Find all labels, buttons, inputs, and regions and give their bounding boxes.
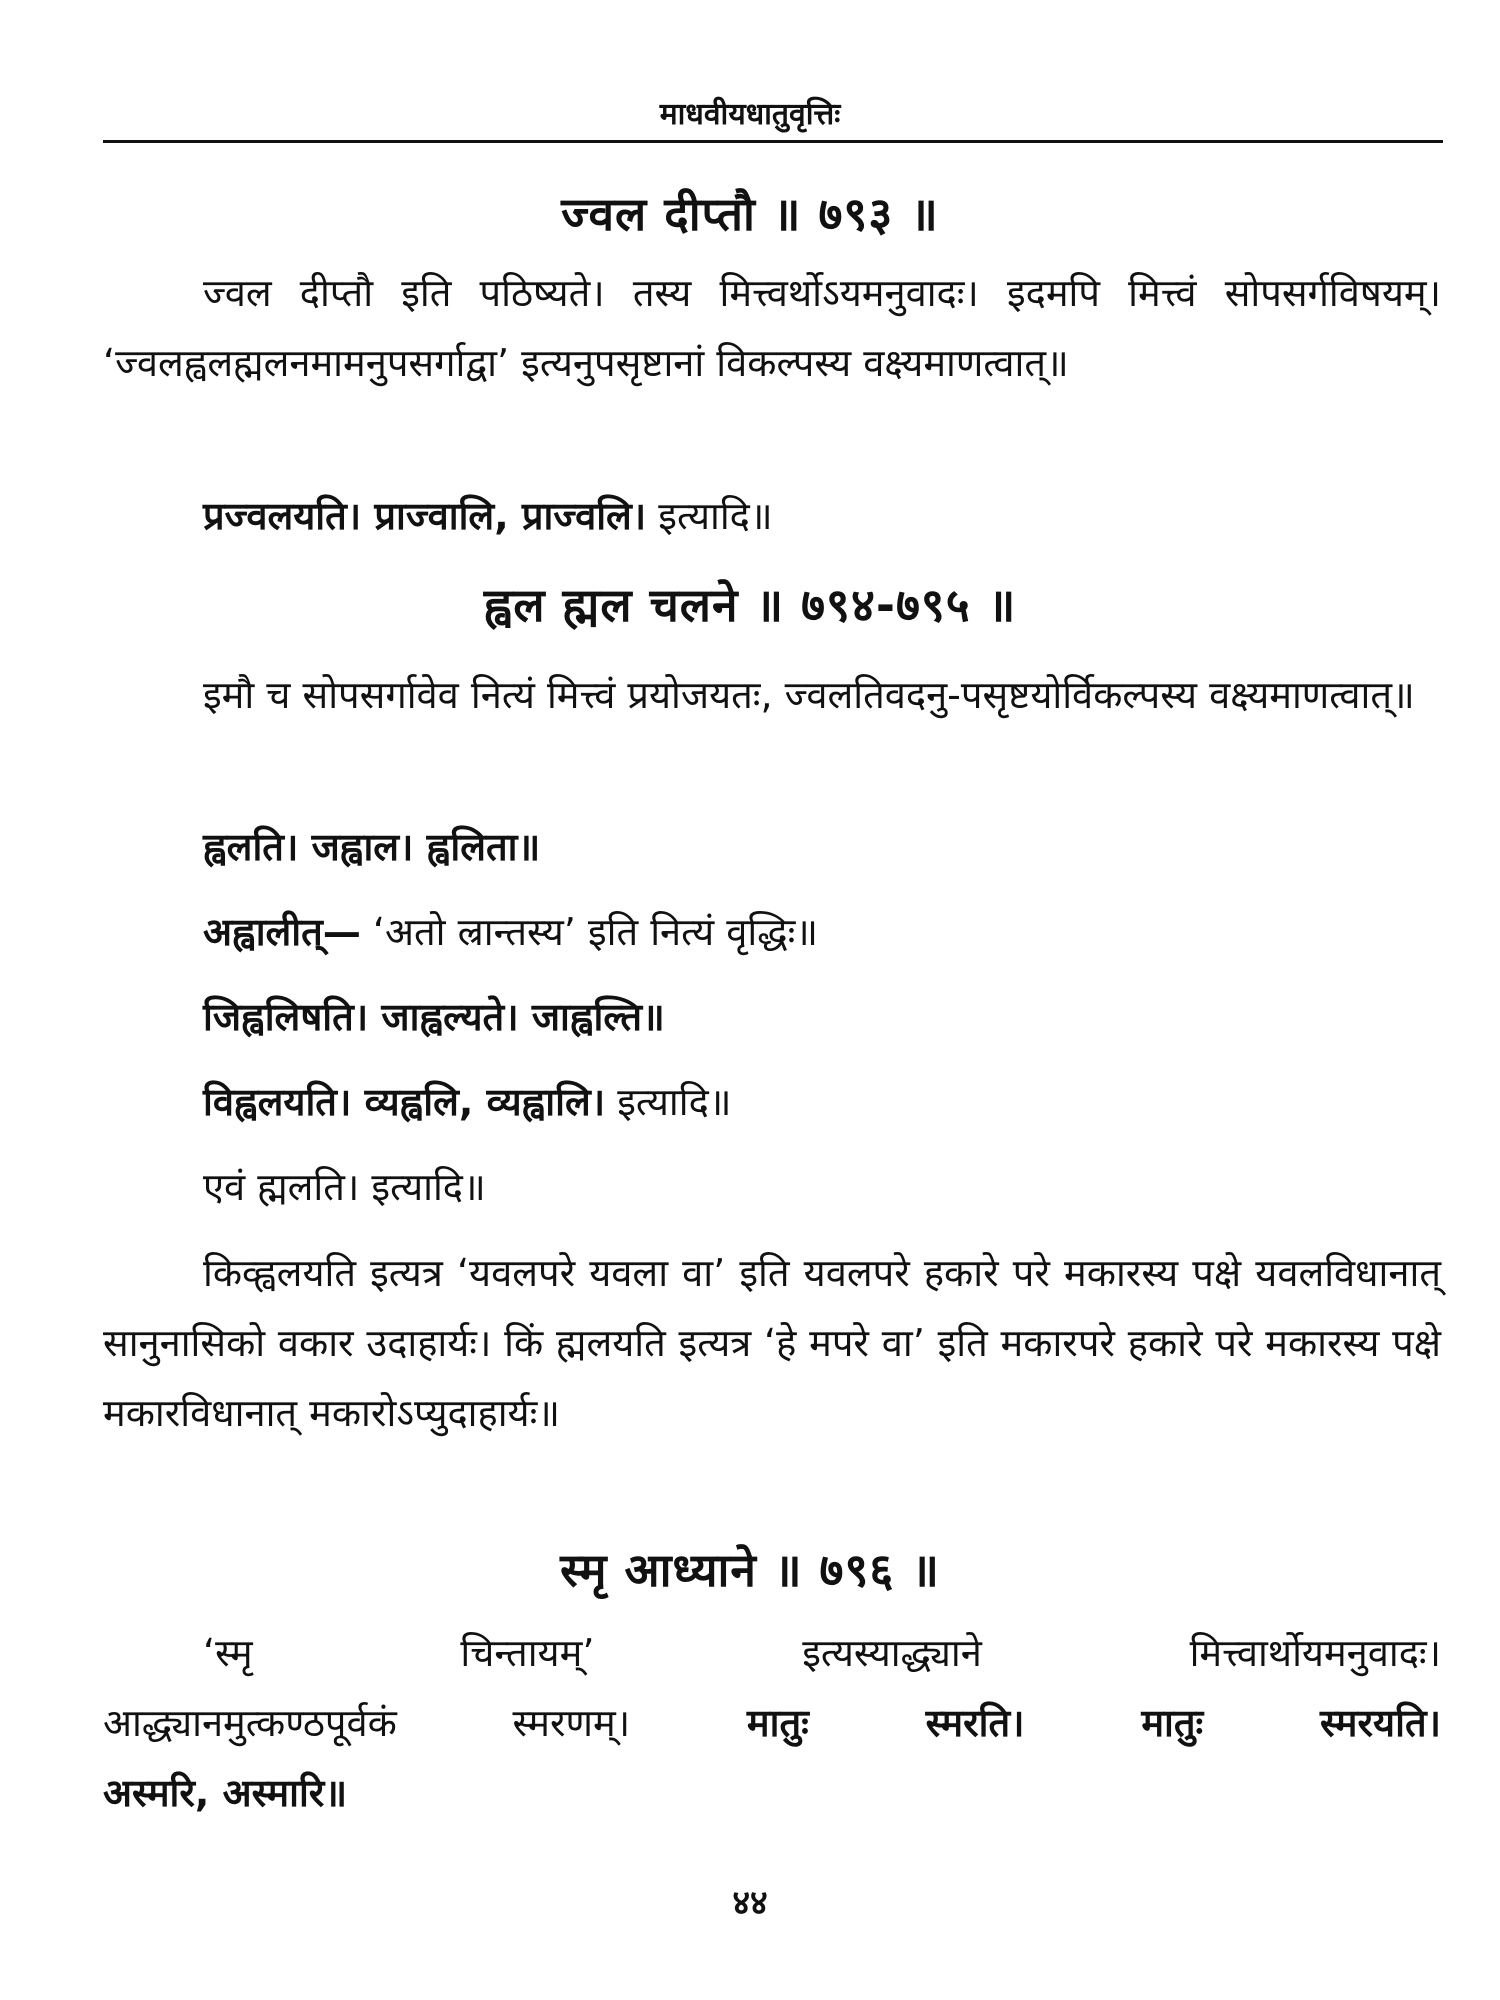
example-bold: प्रज्वलयति। प्राज्वालि, प्राज्वलि। bbox=[203, 494, 647, 538]
section-heading-794-795: ह्वल ह्मल चलने ॥ ७९४-७९५ ॥ bbox=[483, 578, 1017, 632]
line2-bold: मातुः स्मरति। मातुः स्मरयति। bbox=[630, 1701, 1442, 1745]
forms-hmal: एवं ह्मलति। इत्यादि॥ bbox=[203, 1165, 486, 1209]
page-number: ४४ bbox=[732, 1883, 768, 1923]
example-rest: इत्यादि॥ bbox=[646, 494, 773, 538]
forms-desiderative: जिह्वलिषति। जाह्वल्यते। जाह्वल्ति॥ bbox=[203, 995, 665, 1039]
commentary-793: ज्वल दीप्तौ इति पठिष्यते। तस्य मित्त्वर्थोऽयमनुवादः। इदमपि मित्त्वं सोपसर्गविषयम्। ‘ज्वलह्वलह्मलनमामनुपसर्गाद्वा’ इत्यनुपसृष्टानां विकल्पस्य वक्ष्यमाणत्वात्॥ bbox=[103, 271, 1441, 385]
forms-aorist bbox=[203, 897, 818, 967]
section-heading-796: स्मृ आध्याने ॥ ७९६ ॥ bbox=[560, 1543, 940, 1597]
commentary-796-line3: अस्मरि, अस्मारि॥ bbox=[103, 1771, 348, 1815]
example-forms-793 bbox=[203, 481, 773, 551]
aorist-rest: ‘अतो ल्रान्तस्य’ इति नित्यं वृद्धिः॥ bbox=[360, 910, 819, 954]
aorist-bold: अह्वालीत्— bbox=[203, 910, 361, 954]
line2-plain: आद्ध्यानमुत्कण्ठपूर्वकं स्मरणम्। bbox=[103, 1701, 631, 1745]
commentary-796-line2 bbox=[103, 1688, 1441, 1758]
forms-causative bbox=[203, 1067, 732, 1137]
causative-bold: विह्वलयति। व्यह्वलि, व्यह्वालि। bbox=[203, 1080, 606, 1124]
commentary2-794-795: किव्ह्वलयति इत्यत्र ‘यवलपरे यवला वा’ इति यवलपरे हकारे परे मकारस्य पक्षे यवलविधानात् सानुनासिको वकार उदाहार्यः। किं ह्मलयति इत्यत्र ‘हे मपरे वा’ इति मकारपरे हकारे परे मकारस्य पक्षे मकारविधानात् मकारोऽप्युदाहार्यः॥ bbox=[103, 1251, 1441, 1435]
running-title: माधवीयधातुवृत्तिः bbox=[659, 97, 841, 132]
forms-present: ह्वलति। जह्वाल। ह्वलिता॥ bbox=[203, 825, 541, 869]
section-heading-793: ज्वल दीप्तौ ॥ ७९३ ॥ bbox=[561, 187, 939, 241]
commentary-796-line1: ‘स्मृ चिन्तायम्’ इत्यस्याद्ध्याने मित्त्वार्थोयमनुवादः। bbox=[203, 1631, 1441, 1675]
causative-rest: इत्यादि॥ bbox=[605, 1080, 732, 1124]
commentary-794-795: इमौ च सोपसर्गावेव नित्यं मित्त्वं प्रयोजयतः, ज्वलतिवदनु-पसृष्टयोर्विकल्पस्य वक्ष्यमाणत्वात्॥ bbox=[203, 673, 1415, 717]
header-rule bbox=[103, 140, 1443, 143]
